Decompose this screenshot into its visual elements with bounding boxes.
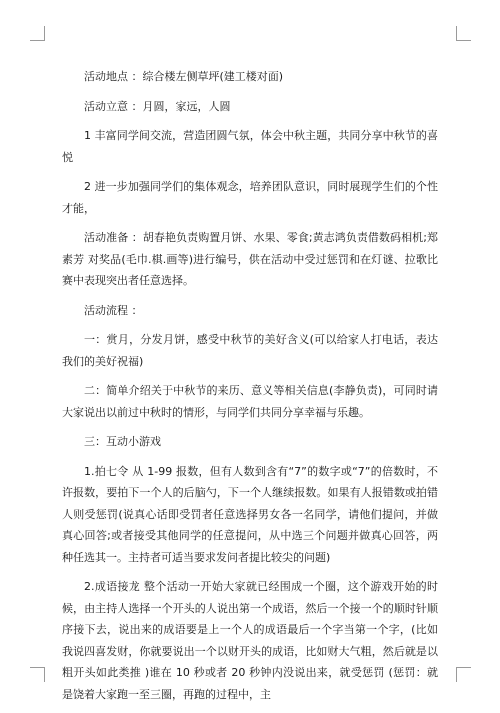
activity-location: 活动地点 ：综合楼左侧草坪(建工楼对面) [84, 70, 284, 83]
game-idiom-chain: 2.成语接龙 整个活动一开始大家就已经围成一个圈，这个游戏开始的时候，由主持人选择一个开头的人说出第一个成语，然后一个接一个的顺时针顺序接下去，说出来的成语要是上一个人的成语最后一个字当第一个字，(比如我说四喜发财，你就要说出一个以财开头的成语，比如财大气粗，然后就是以粗开头如此类推 )谁在 10 秒或者 20 秒钟内没说出来，就受惩罚 (惩罚：就是饶着大家跑一至三圈，再跑的过程中，主 [62, 580, 438, 701]
crop-mark-bottom-left [30, 667, 45, 682]
activity-process-heading: 活动流程 ： [84, 303, 143, 317]
crop-mark-top-right [456, 26, 471, 41]
game-clap-seven: 1.拍七令 从 1-99 报数，但有人数到含有“7”的数字或“7”的倍数时，不许报数，要拍下一个人的后脑勺，下一个人继续报数。如果有人报错数或拍错人则受惩罚(说真心话即受罚者任意选择男女各一名同学，请他们提问，并做真心回答;或者接受其他同学的任意提问，从中选三个问题并做真心回答，两种任选其一。主持者可适当要求发问者提比较尖的问题) [62, 464, 438, 564]
activity-theme: 活动立意 ：月圆，家远，人圆 [84, 99, 231, 113]
crop-mark-bottom-right [456, 667, 471, 682]
activity-preparation: 活动准备 ：胡春艳负责购置月饼、水果、零食;黄志鸿负责借数码相机;郑素芳 对奖品(毛巾.棋.画等)进行编号，供在活动中受过惩罚和在灯谜、拉歌比赛中表现突出者任意选择。 [62, 231, 438, 287]
document-body [62, 66, 438, 713]
process-step-one: 一：赏月，分发月饼，感受中秋节的美好含义(可以给家人打电话，表达我们的美好祝福) [62, 333, 438, 368]
process-step-two: 二：简单介绍关于中秋节的来历、意义等相关信息(李静负责)，可同时请大家说出以前过中秋时的情形，与同学们共同分享幸福与乐趣。 [62, 384, 438, 419]
goal-two: 2 进一步加强同学们的集体观念，培养团队意识，同时展现学生们的个性才能， [62, 180, 438, 215]
crop-mark-top-left [30, 26, 45, 41]
process-step-three: 三：互动小游戏 [84, 435, 161, 448]
goal-one: 1 丰富同学间交流，营造团圆气氛，体会中秋主题，共同分享中秋节的喜悦 [62, 129, 438, 164]
